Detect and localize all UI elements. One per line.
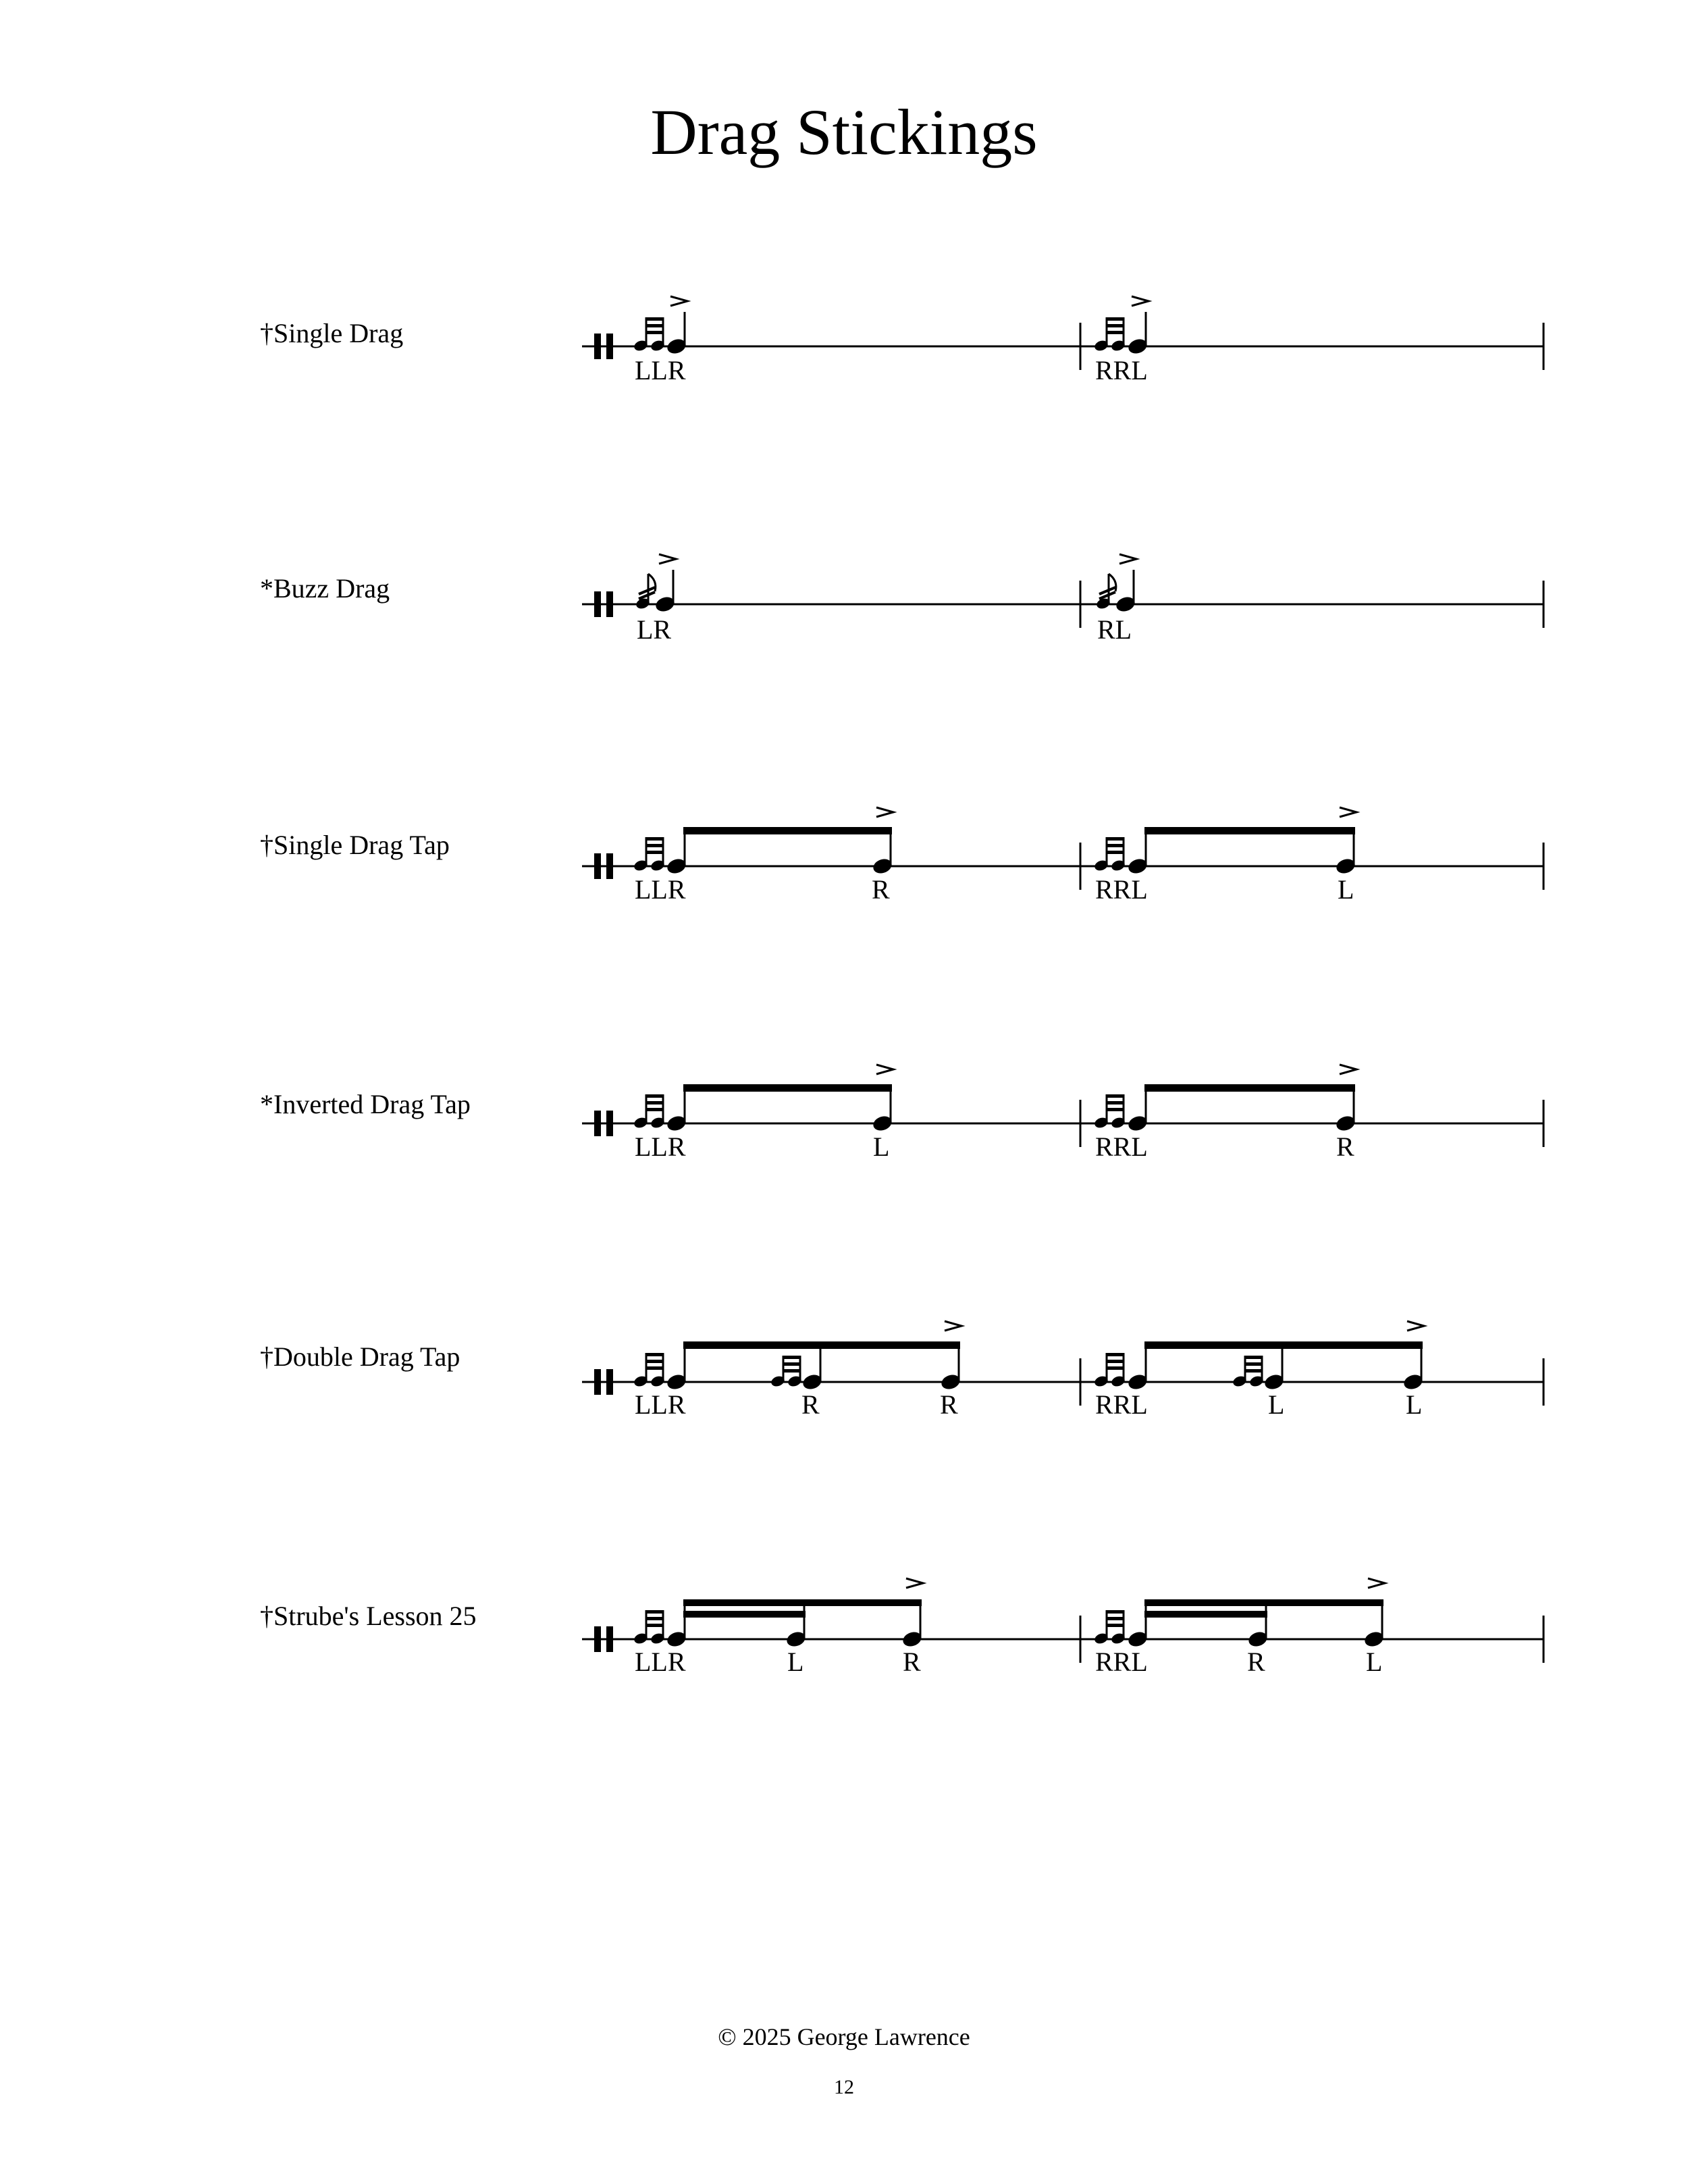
- accented-note: [1334, 807, 1356, 876]
- accented-note: [939, 1321, 961, 1391]
- sticking-text: R: [940, 1389, 958, 1420]
- rudiment-label-buzz-drag: *Buzz Drag: [260, 573, 390, 604]
- sticking-text: R: [903, 1647, 921, 1677]
- sticking-text: L: [873, 1131, 890, 1162]
- accented-note: [1402, 1321, 1424, 1391]
- accent-mark: [1368, 1578, 1385, 1588]
- sticking-text: LLR: [635, 1389, 686, 1420]
- sticking-text: R: [801, 1389, 820, 1420]
- sticking-text: LLR: [635, 1647, 686, 1677]
- accent-mark: [1407, 1321, 1424, 1331]
- accent-mark: [906, 1578, 923, 1588]
- sticking-text: LLR: [635, 355, 686, 385]
- sticking-text: RRL: [1095, 1131, 1148, 1162]
- accented-note: [1126, 296, 1149, 356]
- sticking-text: RRL: [1095, 1389, 1148, 1420]
- accent-mark: [876, 807, 893, 817]
- accented-note: [871, 807, 893, 876]
- rudiment-label-strubes-lesson-25: †Strube's Lesson 25: [260, 1601, 477, 1631]
- sticking-text: R: [872, 874, 890, 905]
- sixteenth-beam: [683, 1611, 806, 1618]
- drag-grace-notes: [770, 1356, 803, 1388]
- eighth-beam: [1144, 1599, 1383, 1606]
- sticking-text: L: [1406, 1389, 1423, 1420]
- accent-mark: [1132, 296, 1149, 306]
- sticking-text: RL: [1097, 614, 1132, 645]
- accent-mark: [1340, 807, 1356, 817]
- rudiment-label-single-drag-tap: †Single Drag Tap: [260, 830, 450, 860]
- copyright-notice: © 2025 George Lawrence: [718, 2023, 970, 2050]
- sticking-text: L: [1268, 1389, 1285, 1420]
- sticking-text: R: [1247, 1647, 1265, 1677]
- sticking-text: LLR: [635, 1131, 686, 1162]
- eighth-beam: [1144, 827, 1355, 834]
- eighth-beam: [683, 827, 892, 834]
- staff-row-buzz-drag: [582, 554, 1544, 645]
- sticking-text: RRL: [1095, 874, 1148, 905]
- page-title: Drag Stickings: [650, 96, 1038, 168]
- accent-mark: [1119, 554, 1136, 564]
- drag-grace-notes: [1232, 1356, 1265, 1388]
- accented-note: [665, 296, 687, 356]
- sticking-text: LR: [637, 614, 672, 645]
- eighth-beam: [683, 1599, 922, 1606]
- eighth-beam: [683, 1341, 960, 1349]
- accent-mark: [659, 554, 676, 564]
- staff-row-inverted-drag-tap: [582, 1065, 1544, 1162]
- staff-row-double-drag-tap: [582, 1321, 1544, 1420]
- eighth-beam: [1144, 1084, 1355, 1092]
- accented-note: [1363, 1578, 1385, 1649]
- rudiment-label-single-drag: †Single Drag: [260, 318, 404, 348]
- accented-note: [871, 1065, 893, 1133]
- sticking-text: R: [1336, 1131, 1354, 1162]
- accent-mark: [1340, 1065, 1356, 1074]
- sticking-text: RRL: [1095, 1647, 1148, 1677]
- sixteenth-beam: [1144, 1611, 1267, 1618]
- sticking-text: RRL: [1095, 355, 1148, 385]
- accented-note: [654, 554, 676, 614]
- accented-note: [901, 1578, 923, 1649]
- eighth-beam: [1144, 1341, 1423, 1349]
- sticking-text: L: [1338, 874, 1354, 905]
- accent-mark: [670, 296, 687, 306]
- staff-row-strubes-lesson-25: [582, 1578, 1544, 1677]
- accented-note: [1334, 1065, 1356, 1133]
- staff-row-single-drag-tap: [582, 807, 1544, 905]
- staff-row-single-drag: [582, 296, 1544, 385]
- sticking-text: L: [787, 1647, 804, 1677]
- sticking-text: LLR: [635, 874, 686, 905]
- sticking-text: L: [1366, 1647, 1383, 1677]
- accented-note: [1114, 554, 1136, 614]
- accent-mark: [876, 1065, 893, 1074]
- accent-mark: [945, 1321, 961, 1331]
- page-number: 12: [834, 2076, 854, 2098]
- eighth-beam: [683, 1084, 892, 1092]
- rudiment-label-inverted-drag-tap: *Inverted Drag Tap: [260, 1089, 471, 1119]
- rudiment-label-double-drag-tap: †Double Drag Tap: [260, 1341, 460, 1372]
